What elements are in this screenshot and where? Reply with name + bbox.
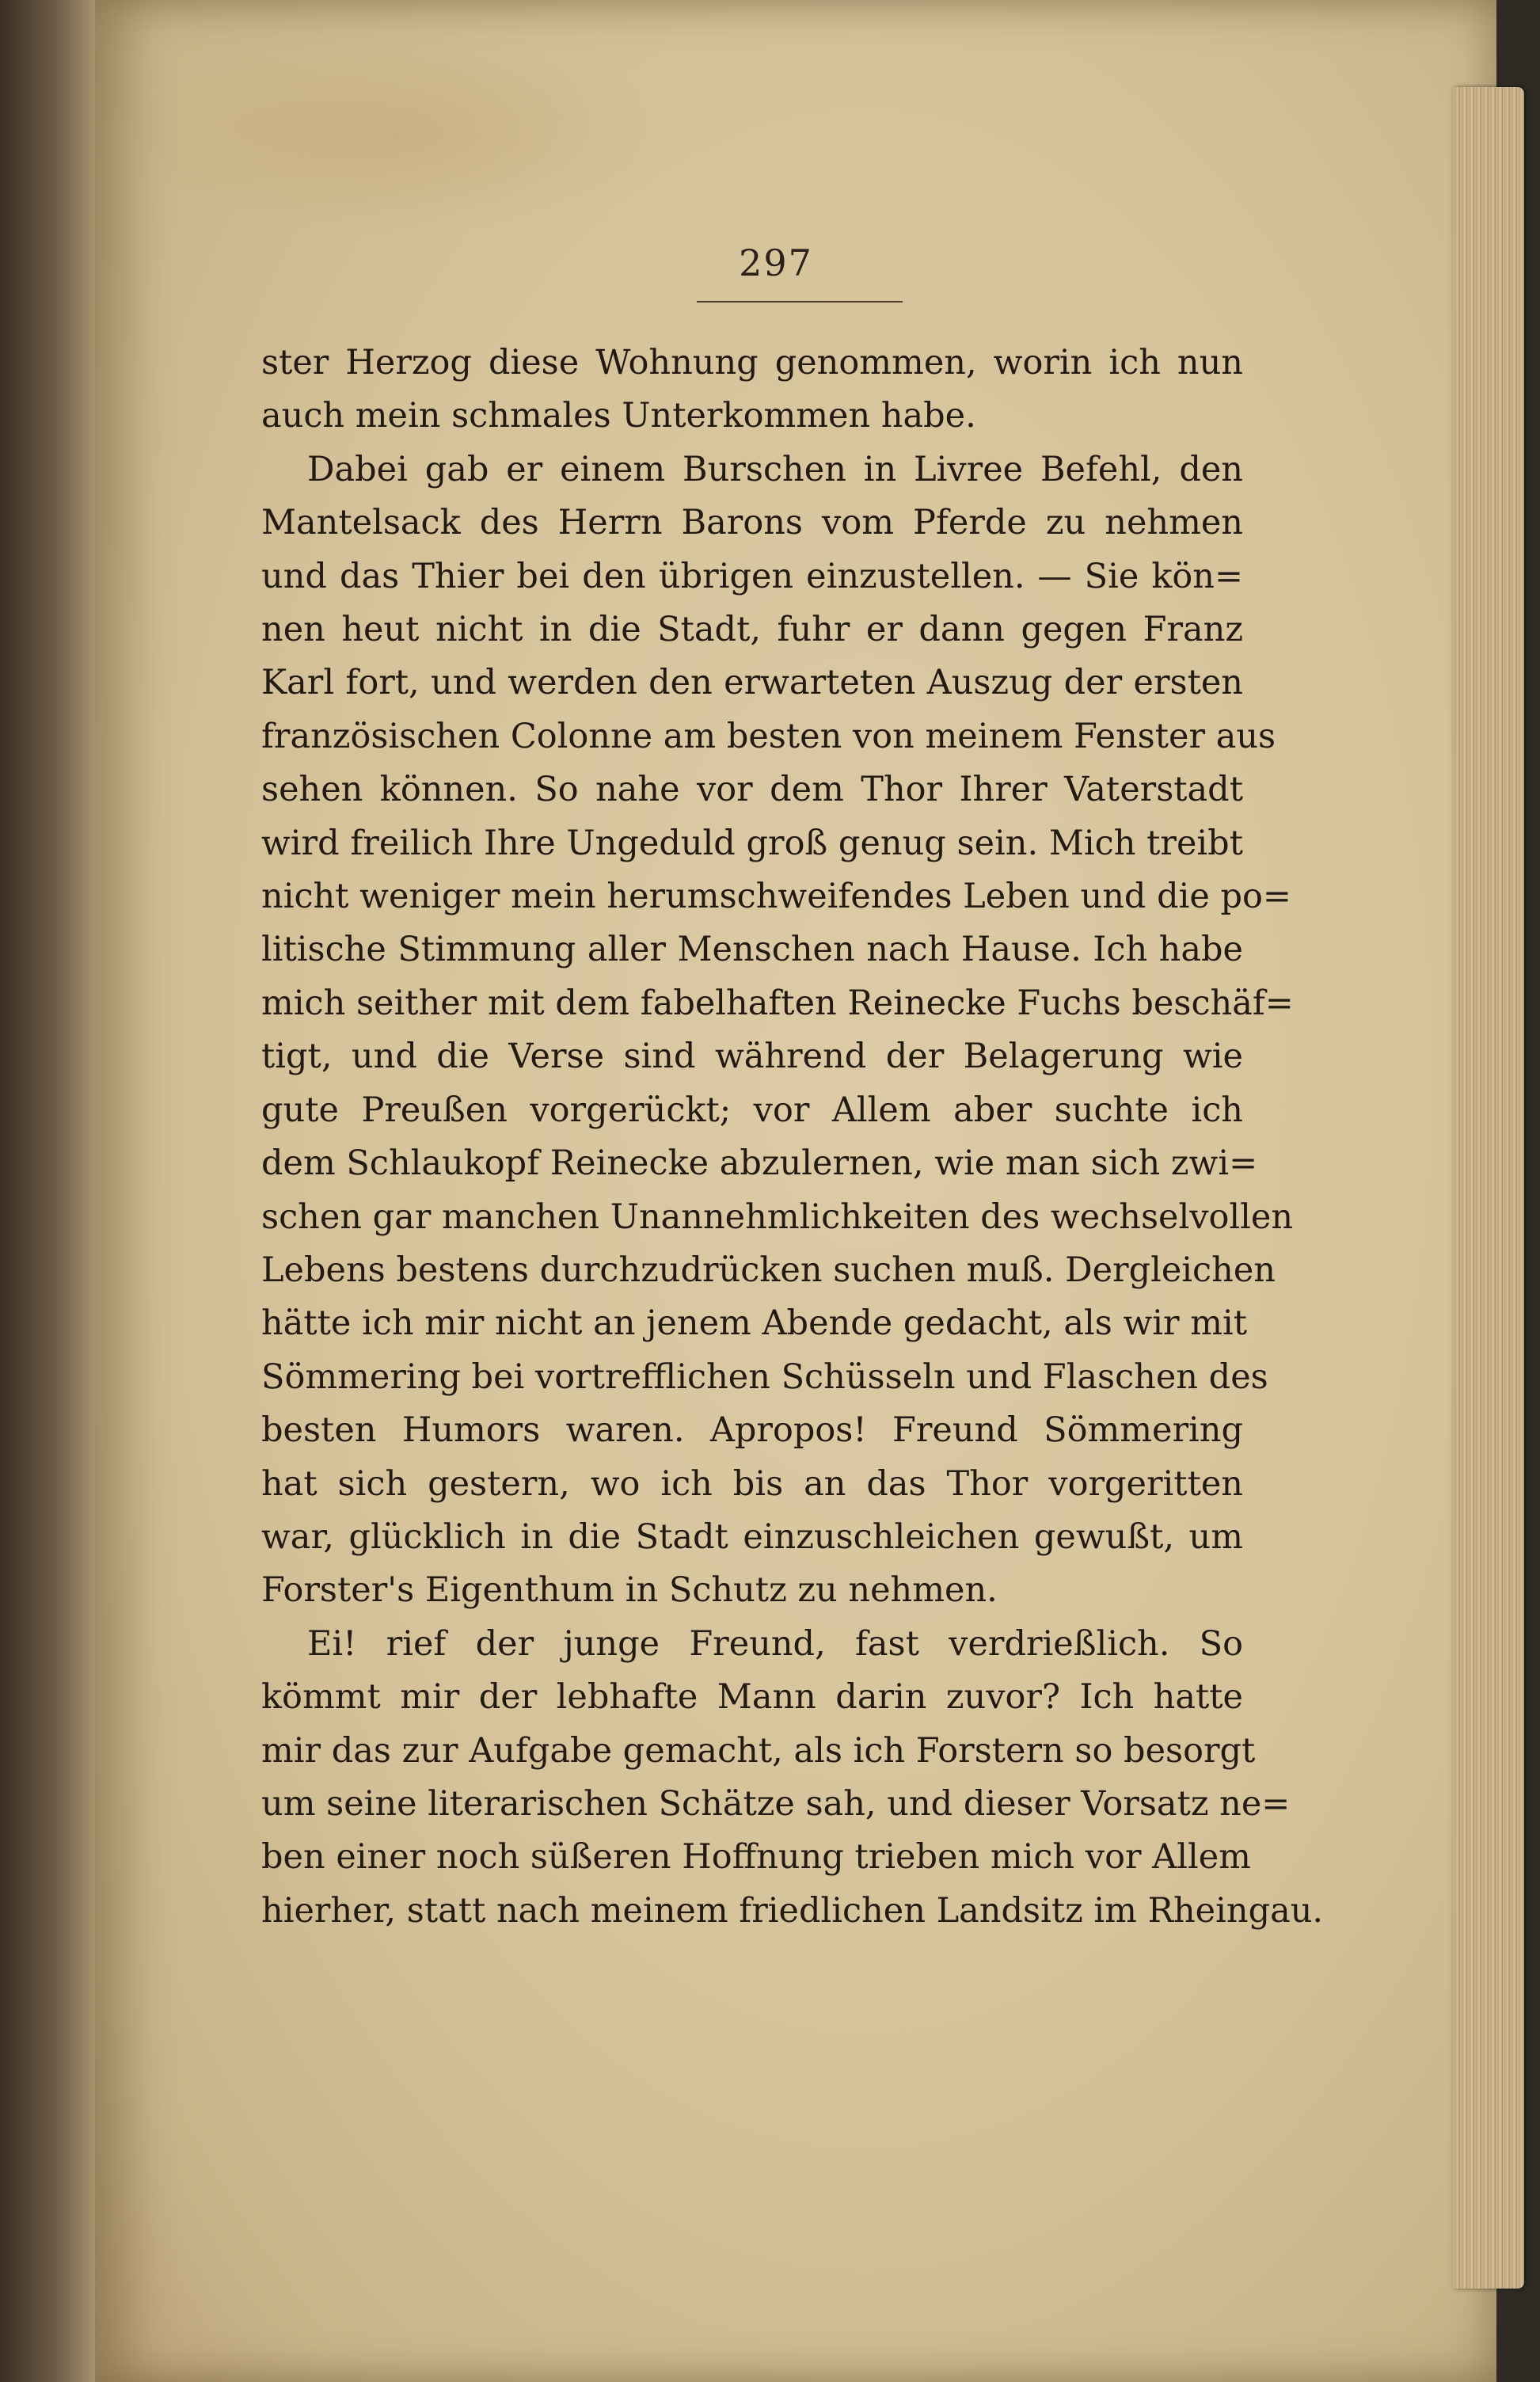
page-edges [1453,87,1524,2289]
text-line: nicht weniger mein herumschweifendes Leben und die po= [261,877,1291,917]
text-line: schen gar manchen Unannehmlichkeiten des wechselvollen [261,1197,1294,1237]
text-line: hat sich gestern, wo ich bis an das Thor vorgeritten [261,1463,1243,1504]
text-line: litische Stimmung aller Menschen nach Hause. Ich habe [261,930,1243,970]
paper-stain [127,32,681,238]
text-line: Sömmering bei vortrefflichen Schüsseln und Flaschen des [261,1357,1268,1397]
page-number: 297 [739,242,813,284]
text-line: Karl fort, und werden den erwarteten Auszug der ersten [261,663,1243,703]
text-line: mich seither mit dem fabelhaften Reinecke Fuchs beschäf= [261,983,1294,1023]
text-line: ben einer noch süßeren Hoffnung trieben mich vor Allem [261,1837,1251,1878]
text-line: sehen können. So nahe vor dem Thor Ihrer Vaterstadt [261,770,1243,810]
text-line: Mantelsack des Herrn Barons vom Pferde zu nehmen [261,503,1243,543]
text-line: französischen Colonne am besten von meinem Fenster aus [261,716,1276,756]
text-line: Ei! rief der junge Freund, fast verdrießlich. So [307,1623,1243,1664]
text-line: und das Thier bei den übrigen einzustellen. — Sie kön= [261,556,1243,596]
text-line: dem Schlaukopf Reinecke abzulernen, wie man sich zwi= [261,1143,1258,1184]
text-line: gute Preußen vorgerückt; vor Allem aber suchte ich [261,1090,1243,1130]
text-line: wird freilich Ihre Ungeduld groß genug sein. Mich treibt [261,823,1243,863]
text-line: tigt, und die Verse sind während der Belagerung wie [261,1037,1243,1077]
text-line: hierher, statt nach meinem friedlichen Landsitz im Rheingau. [261,1890,1324,1931]
text-line: kömmt mir der lebhafte Mann darin zuvor? Ich hatte [261,1677,1243,1718]
text-line: Lebens bestens durchzudrücken suchen muß. Dergleichen [261,1250,1276,1290]
text-line: nen heut nicht in die Stadt, fuhr er dann gegen Franz [261,610,1243,650]
text-line: besten Humors waren. Apropos! Freund Sömmering [261,1410,1243,1451]
text-line: war, glücklich in die Stadt einzuschleichen gewußt, um [261,1516,1243,1557]
text-line: ster Herzog diese Wohnung genommen, worin ich nun [261,343,1243,382]
text-line: um seine literarischen Schätze sah, und dieser Vorsatz ne= [261,1783,1291,1824]
text-line: mir das zur Aufgabe gemacht, als ich Forstern so besorgt [261,1730,1256,1771]
text-line: Dabei gab er einem Burschen in Livree Befehl, den [307,449,1243,489]
text-line: Forster's Eigenthum in Schutz zu nehmen. [261,1570,998,1611]
text-line: hätte ich mir nicht an jenem Abende gedacht, als wir mit [261,1303,1248,1344]
header-rule [697,301,903,303]
text-line: auch mein schmales Unterkommen habe. [261,396,976,436]
body-text [261,337,1324,1938]
